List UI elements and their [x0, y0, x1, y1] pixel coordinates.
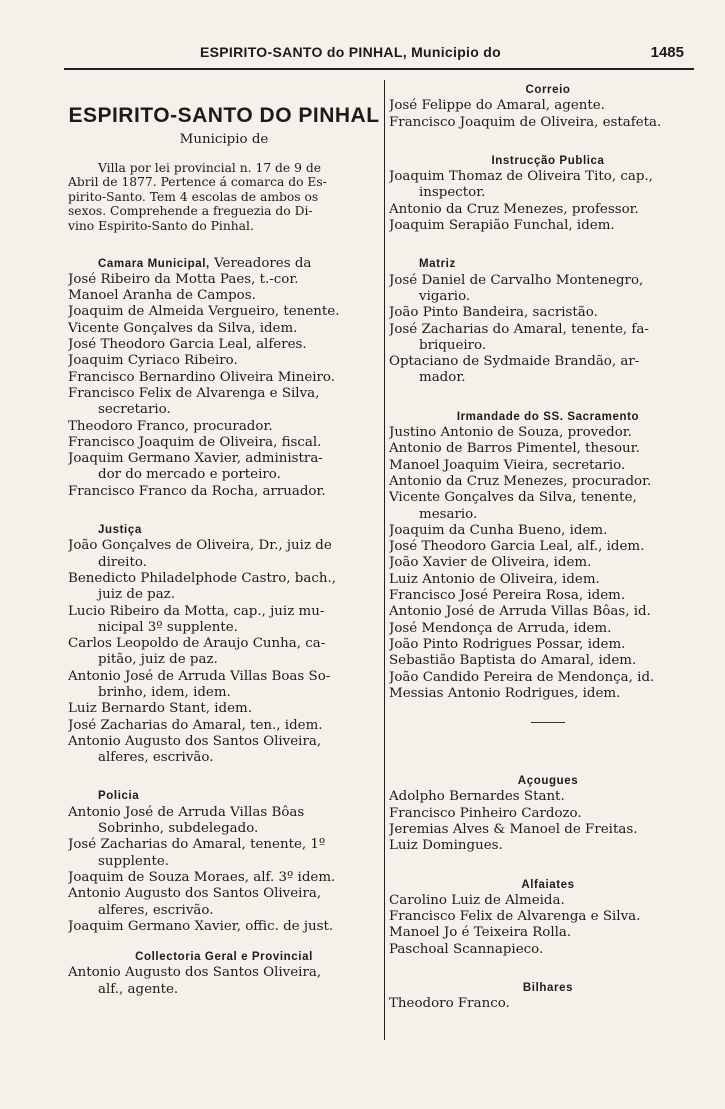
entry-line: mesario.	[419, 506, 478, 522]
entry-line: Optaciano de Sydmaide Brandão, ar-	[389, 354, 640, 370]
entry-line: Luiz Antonio de Oliveira, idem.	[389, 571, 600, 587]
entry-line: José Felippe do Amaral, agente.	[389, 98, 605, 114]
entry-line: mador.	[419, 370, 466, 386]
entry-line: Joaquim Serapião Funchal, idem.	[389, 218, 615, 234]
entry-line: Antonio da Cruz Menezes, professor.	[389, 201, 639, 217]
entry-line: Theodoro Franco.	[389, 996, 510, 1012]
entry-line: Luiz Bernardo Stant, idem.	[68, 701, 252, 717]
entry-line: Antonio de Barros Pimentel, thesour.	[389, 441, 640, 457]
entry-line: Antonio Augusto dos Santos Oliveira,	[68, 886, 322, 902]
entry-line: Carlos Leopoldo de Araujo Cunha, ca-	[68, 636, 326, 652]
section-heading-instruccao: Instrucção Publica	[491, 154, 605, 167]
entry-line: Joaquim Thomaz de Oliveira Tito, cap.,	[389, 169, 653, 185]
entry-line: Antonio José de Arruda Villas Bôas, id.	[389, 604, 651, 620]
page-number: 1485	[650, 44, 684, 61]
running-title: ESPIRITO-SANTO do PINHAL, Municipio do	[200, 44, 501, 60]
entry-line: José Theodoro Garcia Leal, alferes.	[68, 337, 307, 353]
section-heading: Camara Municipal,	[98, 257, 210, 270]
intro-line: sexos. Comprehende a freguezia do Di-	[68, 204, 313, 219]
entry-line: Francisco Joaquim de Oliveira, fiscal.	[68, 434, 322, 450]
section-heading-bilhares: Bilhares	[522, 982, 574, 995]
intro-paragraph	[68, 161, 380, 234]
entry-line: dor do mercado e porteiro.	[98, 467, 281, 483]
intro-line: vino Espirito-Santo do Pinhal.	[68, 218, 254, 233]
section-heading-correio: Correio	[525, 84, 571, 96]
entry-line: João Pinto Rodrigues Possar, idem.	[389, 636, 626, 652]
entry-line: Joaquim da Cunha Bueno, idem.	[389, 522, 608, 538]
entry-line: Francisco José Pereira Rosa, idem.	[389, 588, 626, 604]
entry-line: Joaquim Germano Xavier, offic. de just.	[68, 918, 334, 934]
entry-line: brinho, idem, idem.	[98, 684, 231, 700]
intro-line: pirito-Santo. Tem 4 escolas de ambos os	[68, 189, 319, 204]
entry-line: Sebastião Baptista do Amaral, idem.	[389, 653, 637, 669]
entry-line: Francisco Bernardino Oliveira Mineiro.	[68, 369, 336, 385]
section-heading-matriz: Matriz	[419, 258, 456, 271]
section-heading-irmandade: Irmandade do SS. Sacramento	[456, 410, 640, 423]
entry-line: Francisco Pinheiro Cardozo.	[389, 805, 582, 821]
entry-line: Antonio José de Arruda Villas Bôas	[68, 804, 305, 820]
entry-line: José Zacharias do Amaral, tenente, 1º	[68, 837, 326, 853]
entry-line: alf., agente.	[98, 981, 179, 997]
entry-line: Joaquim de Almeida Vergueiro, tenente.	[68, 304, 340, 320]
entry-line: Lucio Ribeiro da Motta, cap., juiz mu-	[68, 603, 325, 619]
entry-line: Antonio da Cruz Menezes, procurador.	[389, 473, 652, 489]
intro-line: Villa por lei provincial n. 17 de 9 de	[98, 160, 321, 175]
entry-line: Joaquim Cyriaco Ribeiro.	[68, 353, 238, 369]
entry-line: Messias Antonio Rodrigues, idem.	[389, 685, 621, 701]
entry-line: Antonio Augusto dos Santos Oliveira,	[68, 965, 322, 981]
entry-line: Francisco Felix de Alvarenga e Silva,	[68, 385, 320, 401]
entry-line: José Mendonça de Arruda, idem.	[389, 620, 612, 636]
entry-line: Joaquim de Souza Moraes, alf. 3º idem.	[68, 869, 336, 885]
entry-line: Vicente Gonçalves da Silva, tenente,	[389, 490, 637, 506]
entry-line: Benedicto Philadelphode Castro, bach.,	[68, 570, 336, 586]
entry-line: Antonio José de Arruda Villas Boas So-	[68, 668, 331, 684]
entry-line: João Xavier de Oliveira, idem.	[389, 555, 592, 571]
entry-line: Adolpho Bernardes Stant.	[389, 789, 565, 805]
entry-line: José Zacharias do Amaral, tenente, fa-	[389, 321, 649, 337]
entry-line: José Zacharias do Amaral, ten., idem.	[68, 717, 323, 733]
section-heading-rest: Vereadores da	[209, 255, 312, 271]
section-separator	[531, 722, 565, 723]
entry-line: Manoel Joaquim Vieira, secretario.	[389, 457, 626, 473]
entry-line: José Daniel de Carvalho Montenegro,	[389, 272, 644, 288]
section-heading-collectoria: Collectoria Geral e Provincial	[135, 951, 313, 964]
entry-line: Jeremias Alves & Manoel de Freitas.	[389, 821, 638, 837]
entry-line: Carolino Luiz de Almeida.	[389, 892, 565, 908]
entry-line: Joaquim Germano Xavier, administra-	[68, 451, 323, 467]
municipality-title: ESPIRITO-SANTO DO PINHAL	[68, 104, 380, 127]
entry-line: João Pinto Bandeira, sacristão.	[389, 305, 598, 321]
entry-line: alferes, escrivão.	[98, 902, 214, 918]
entry-line: nicipal 3º supplente.	[98, 619, 238, 635]
section-heading-justica: Justiça	[98, 524, 142, 537]
entry-line: Theodoro Franco, procurador.	[68, 418, 273, 434]
intro-line: Abril de 1877. Pertence á comarca do Es-	[68, 175, 327, 190]
entry-line: Luiz Domingues.	[389, 838, 503, 854]
entry-line: Vicente Gonçalves da Silva, idem.	[68, 320, 298, 336]
entry-line: Francisco Franco da Rocha, arruador.	[68, 483, 326, 499]
right-column	[389, 82, 707, 1013]
entry-line: João Gonçalves de Oliveira, Dr., juiz de	[68, 538, 332, 554]
entry-line: juiz de paz.	[98, 587, 175, 603]
entry-line: Francisco Felix de Alvarenga e Silva.	[389, 909, 641, 925]
entry-line: inspector.	[419, 185, 486, 201]
entry-line: Manoel Aranha de Campos.	[68, 288, 256, 304]
entry-line: direito.	[98, 554, 147, 570]
entry-line: briqueiro.	[419, 337, 487, 353]
entry-line: João Candido Pereira de Mendonça, id.	[389, 669, 655, 685]
entry-line: José Ribeiro da Motta Paes, t.-cor.	[68, 271, 299, 287]
entry-line: José Theodoro Garcia Leal, alf., idem.	[389, 539, 645, 555]
entry-line: Paschoal Scannapieco.	[389, 941, 544, 957]
section-heading-camara	[68, 256, 380, 272]
page-header	[60, 44, 700, 64]
entry-line: alferes, escrivão.	[98, 750, 214, 766]
entry-line: Francisco Joaquim de Oliveira, estafeta.	[389, 114, 662, 130]
header-rule	[64, 68, 694, 70]
entry-line: Manoel Jo é Teixeira Rolla.	[389, 925, 572, 941]
entry-line: Sobrinho, subdelegado.	[98, 821, 259, 837]
entry-line: Antonio Augusto dos Santos Oliveira,	[68, 733, 322, 749]
entry-line: Justino Antonio de Souza, provedor.	[389, 425, 632, 441]
entry-line: secretario.	[98, 402, 171, 418]
municipality-subtitle: Municipio de	[179, 132, 269, 148]
entry-line: vigario.	[419, 288, 471, 304]
left-column	[68, 82, 380, 998]
entry-line: pitão, juiz de paz.	[98, 652, 218, 668]
column-divider	[384, 80, 385, 1040]
section-heading-policia: Policia	[98, 790, 140, 803]
section-heading-acougues: Açougues	[517, 775, 579, 788]
entry-line: supplente.	[98, 853, 170, 869]
section-heading-alfaiates: Alfaiates	[521, 878, 575, 891]
